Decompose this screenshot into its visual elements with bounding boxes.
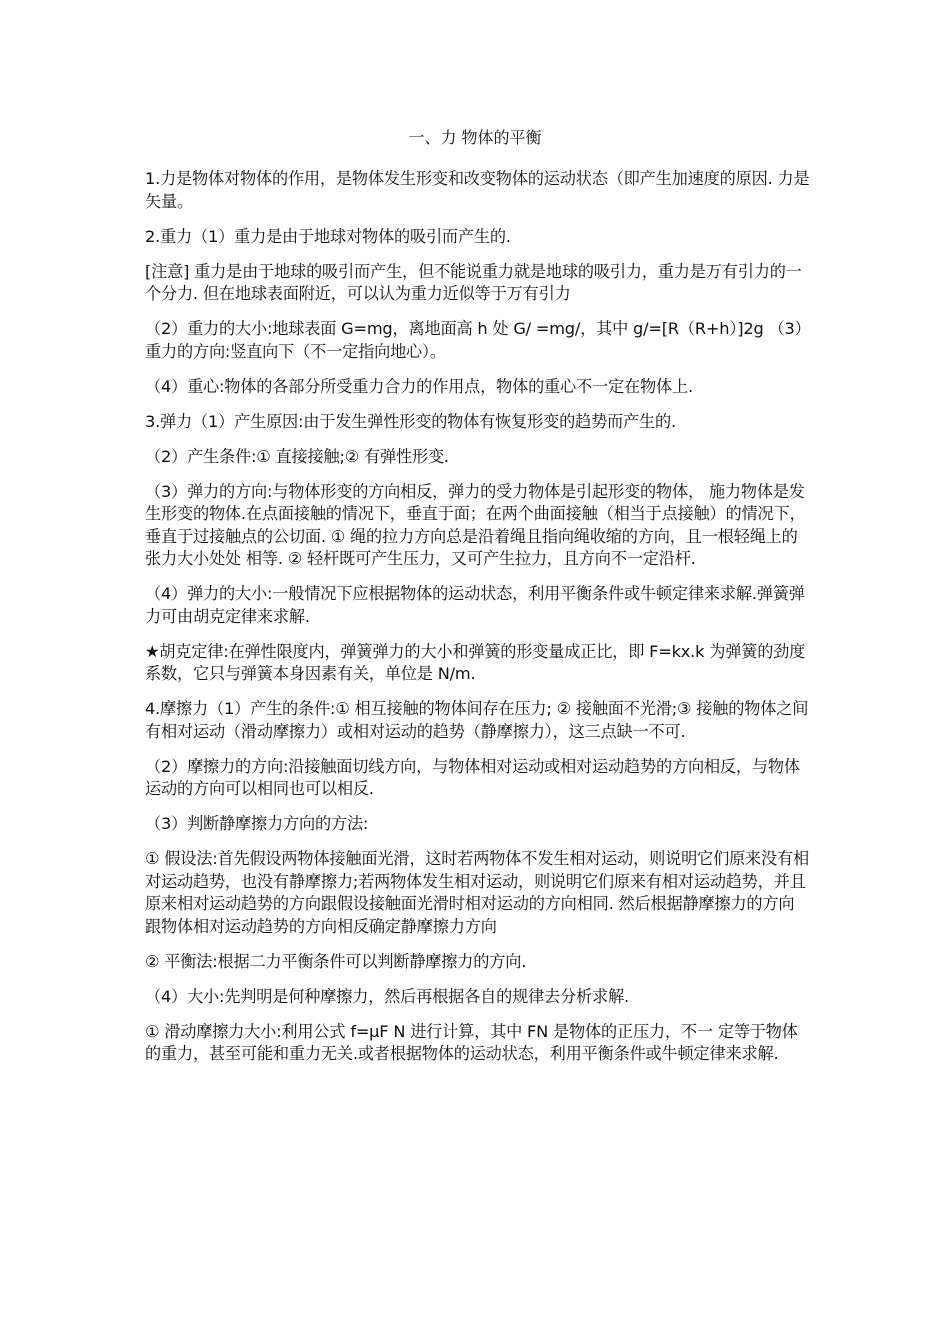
document-body — [145, 168, 810, 1078]
paragraph-hookes-law: ★胡克定律:在弹性限度内，弹簧弹力的大小和弹簧的形变量成正比，即 F=kx.k 为弹簧的劲度系数，它只与弹簧本身因素有关，单位是 N/m. — [145, 641, 806, 683]
paragraph-static-friction-methods: （3）判断静摩擦力方向的方法: — [145, 814, 369, 833]
paragraph-balance-method: ② 平衡法:根据二力平衡条件可以判断静摩擦力的方向. — [145, 951, 527, 971]
paragraph-gravity-origin: 2.重力（1）重力是由于地球对物体的吸引而产生的. — [145, 226, 511, 246]
paragraph-elastic-direction: （3）弹力的方向:与物体形变的方向相反，弹力的受力物体是引起形变的物体， 施力物体是发生形变的物体.在点面接触的情况下，垂直于面；在两个曲面接触（相当于点接触）的情况下，垂直于过接触点的公切面. ① 绳的拉力方向总是沿着绳且指向绳收缩的方向，且一根轻绳上的张力大小处处 相等. ② 轻杆既可产生压力，又可产生拉力，且方向不一定沿杆. — [145, 481, 806, 568]
paragraph-friction-conditions: 4.摩擦力（1）产生的条件:① 相互接触的物体间存在压力; ② 接触面不光滑;③ 接触的物体之间有相对运动（滑动摩擦力）或相对运动的趋势（静摩擦力），这三点缺一不可. — [145, 699, 809, 741]
paragraph-gravity-note: [注意] 重力是由于地球的吸引而产生，但不能说重力就是地球的吸引力，重力是万有引力的一个分力. 但在地球表面附近，可以认为重力近似等于万有引力 — [145, 261, 802, 303]
paragraph-friction-magnitude: （4）大小:先判明是何种摩擦力，然后再根据各自的规律去分析求解. — [145, 986, 629, 1006]
paragraph-sliding-friction: ① 滑动摩擦力大小:利用公式 f=μF N 进行计算，其中 FN 是物体的正压力，不一 定等于物体的重力，甚至可能和重力无关.或者根据物体的运动状态，利用平衡条件或牛顿定律来求解. — [145, 1021, 798, 1063]
paragraph-elastic-origin: 3.弹力（1）产生原因:由于发生弹性形变的物体有恢复形变的趋势而产生的. — [145, 411, 676, 431]
paragraph-assumption-method: ① 假设法:首先假设两物体接触面光滑，这时若两物体不发生相对运动，则说明它们原来没有相对运动趋势，也没有静摩擦力;若两物体发生相对运动，则说明它们原来有相对运动趋势，并且原来相对运动趋势的方向跟假设接触面光滑时相对运动的方向相同. 然后根据静摩擦力的方向跟物体相对运动趋势的方向相反确定静摩擦力方向 — [145, 849, 810, 936]
page-title: 一、力 物体的平衡 — [408, 128, 542, 147]
paragraph-friction-direction: （2）摩擦力的方向:沿接触面切线方向，与物体相对运动或相对运动趋势的方向相反，与物体运动的方向可以相同也可以相反. — [145, 756, 800, 798]
paragraph-center-of-gravity: （4）重心:物体的各部分所受重力合力的作用点，物体的重心不一定在物体上. — [145, 376, 693, 396]
paragraph-elastic-conditions: （2）产生条件:① 直接接触;② 有弹性形变. — [145, 446, 449, 466]
paragraph-gravity-magnitude: （2）重力的大小:地球表面 G=mg，离地面高 h 处 G/ =mg/，其中 g/=[R（R+h）]2g （3）重力的方向:竖直向下（不一定指向地心）。 — [145, 319, 803, 361]
paragraph-elastic-magnitude: （4）弹力的大小:一般情况下应根据物体的运动状态，利用平衡条件或牛顿定律来求解.弹簧弹力可由胡克定律来求解. — [145, 584, 805, 626]
paragraph-force-definition: 1.力是物体对物体的作用，是物体发生形变和改变物体的运动状态（即产生加速度的原因. 力是矢量。 — [145, 169, 810, 211]
